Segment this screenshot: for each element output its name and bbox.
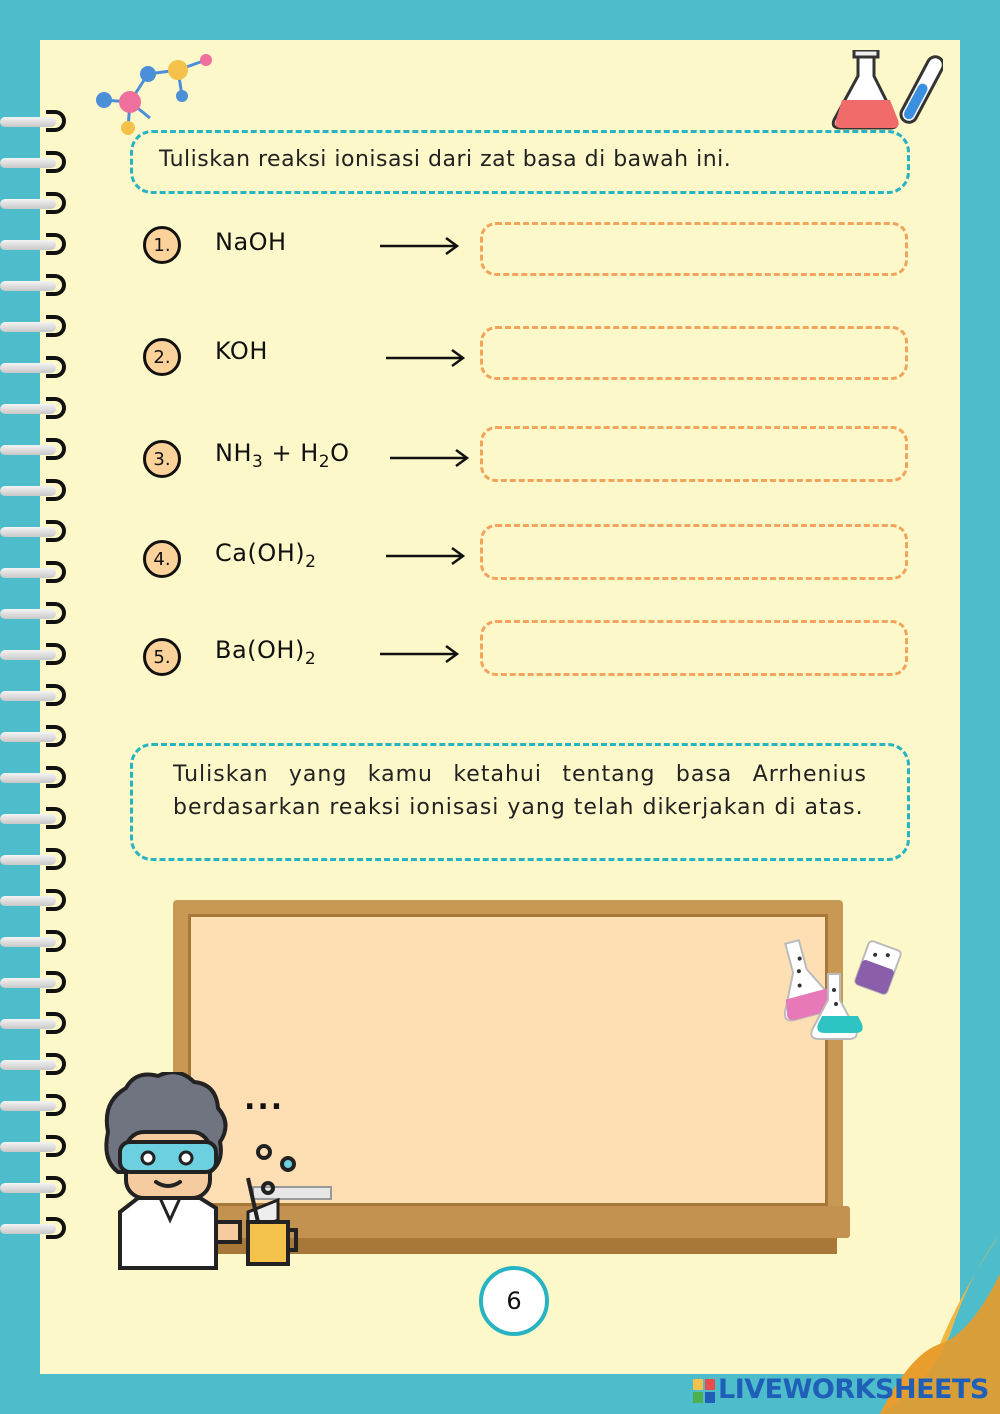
molecule-icon	[90, 48, 220, 140]
spiral-ring	[0, 889, 72, 913]
spiral-ring	[0, 1012, 72, 1036]
spiral-ring	[0, 1135, 72, 1159]
arrow-right-icon	[388, 446, 470, 470]
formula-nh3-h2o: $NH_3 + H_2O$	[215, 439, 350, 472]
item-number-badge: 5.	[143, 638, 181, 676]
instruction-text-2: Tuliskan yang kamu ketahui tentang basa Arrhenius berdasarkan reaksi ionisasi yang telah dikerjakan di atas.	[173, 762, 867, 820]
spiral-ring	[0, 1053, 72, 1077]
formula-baoh2: $Ba(OH)_2$	[215, 636, 317, 669]
reaction-row-4	[0, 524, 1000, 584]
spiral-ring	[0, 725, 72, 749]
page-number: 6	[479, 1266, 549, 1336]
reaction-row-3	[0, 426, 1000, 486]
reaction-row-2	[0, 326, 1000, 386]
spiral-ring	[0, 110, 72, 134]
instruction-box-ionization	[130, 130, 910, 194]
spiral-ring	[0, 397, 72, 421]
spiral-ring	[0, 1217, 72, 1241]
thought-dots: ...	[244, 1082, 285, 1117]
item-number-badge: 1.	[143, 226, 181, 264]
liveworksheets-logo-icon	[693, 1379, 715, 1403]
item-number-badge: 2.	[143, 338, 181, 376]
instruction-text-1: Tuliskan reaksi ionisasi dari zat basa di bawah ini.	[159, 147, 732, 172]
answer-field-4[interactable]	[480, 524, 908, 580]
spiral-ring	[0, 930, 72, 954]
spiral-ring	[0, 192, 72, 216]
spiral-ring	[0, 807, 72, 831]
formula-caoh2: $Ca(OH)_2$	[215, 539, 317, 572]
beakers-icon	[776, 930, 902, 1046]
spiral-ring	[0, 848, 72, 872]
spiral-ring	[0, 684, 72, 708]
answer-field-2[interactable]	[480, 326, 908, 380]
answer-field-3[interactable]	[480, 426, 908, 482]
spiral-ring	[0, 151, 72, 175]
arrow-right-icon	[378, 234, 460, 258]
spiral-ring	[0, 1176, 72, 1200]
answer-field-1[interactable]	[480, 222, 908, 276]
brand-name[interactable]: LIVEWORKSHEETS	[718, 1374, 989, 1405]
formula-naoh: NaOH	[215, 228, 287, 256]
reaction-row-5	[0, 620, 1000, 680]
spiral-ring	[0, 766, 72, 790]
spiral-ring	[0, 971, 72, 995]
item-number-badge: 3.	[143, 440, 181, 478]
arrow-right-icon	[384, 544, 466, 568]
answer-field-5[interactable]	[480, 620, 908, 676]
arrow-right-icon	[378, 642, 460, 666]
item-number-badge: 4.	[143, 540, 181, 578]
reaction-row-1	[0, 222, 1000, 282]
flask-tube-icon	[828, 50, 943, 132]
formula-koh: KOH	[215, 337, 268, 365]
spiral-ring	[0, 1094, 72, 1118]
instruction-box-arrhenius	[130, 743, 910, 861]
arrow-right-icon	[384, 346, 466, 370]
